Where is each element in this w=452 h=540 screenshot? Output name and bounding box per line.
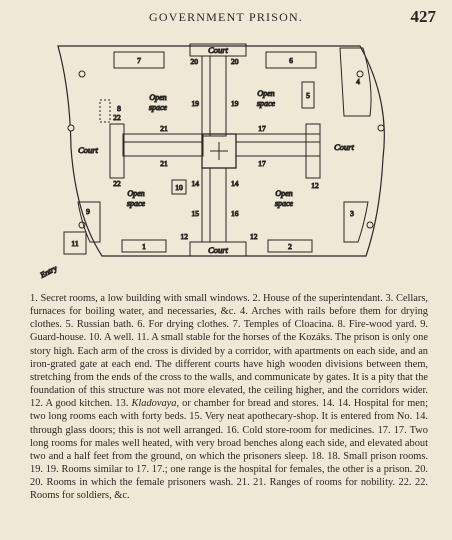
label-6: 6 bbox=[289, 56, 293, 65]
label-2: 2 bbox=[288, 242, 292, 251]
label-21-top: 21 bbox=[160, 124, 168, 133]
label-11: 11 bbox=[71, 239, 79, 248]
open-space-se-word2: space bbox=[274, 199, 294, 208]
west-court-label: Court bbox=[78, 145, 98, 155]
label-20-right: 20 bbox=[231, 57, 239, 66]
open-space-sw-word1: Open bbox=[127, 189, 145, 198]
label-21-bottom: 21 bbox=[160, 159, 168, 168]
south-arm-inner bbox=[210, 168, 226, 242]
east-court-label: Court bbox=[334, 142, 354, 152]
label-9: 9 bbox=[86, 207, 90, 216]
label-4: 4 bbox=[356, 77, 360, 86]
caption-paragraph bbox=[30, 292, 428, 503]
caption-text-part-1: 1. Secret rooms, a low building with small windows. 2. House of the superintendant. 3. Cellars, furnaces for boiling water, and necessaries, &c. 4. Arches with rails before them for drying clothes. 5. Russian bath. 6. For drying clothes. 7. Temples of Cloacina. 8. Fire-wood yard. 9. Guard-house. 10. A well. 11. A small stable for the horses of the Kozáks. The prison is only one story high. Each arm of the cross is divided by a corridor, with apartments on each side, and an iron-grated gate at each end. The different courts have high wooden divisions between them, stretching from the ends of the cross to the walls, and communicate by gates. It is a pity that the foundation of this structure was not more elevated, the ceiling higher, and the corridors wider. 12. A good kitchen. 13. bbox=[30, 293, 428, 410]
south-arm bbox=[202, 168, 210, 242]
entry-label: Entry bbox=[38, 263, 59, 280]
label-14-right: 14 bbox=[231, 179, 239, 188]
figure-caption bbox=[30, 292, 428, 503]
corner-post bbox=[378, 125, 384, 131]
west-arm-inner bbox=[123, 142, 203, 156]
prison-plan-drawing bbox=[18, 30, 418, 288]
building-8 bbox=[100, 100, 110, 122]
label-5: 5 bbox=[306, 91, 310, 100]
east-court-block bbox=[306, 124, 320, 178]
label-20-left: 20 bbox=[190, 57, 198, 66]
open-space-se-word1: Open bbox=[275, 189, 293, 198]
north-arm bbox=[202, 56, 210, 136]
label-22-bottom: 22 bbox=[113, 179, 121, 188]
corner-post bbox=[367, 222, 373, 228]
label-12-east: 12 bbox=[311, 181, 319, 190]
label-19-right: 19 bbox=[231, 99, 239, 108]
west-arm bbox=[123, 134, 203, 142]
bottom-court-label: Court bbox=[208, 245, 228, 255]
label-1: 1 bbox=[142, 242, 146, 251]
label-12-right: 12 bbox=[250, 232, 258, 241]
east-arm bbox=[236, 134, 320, 142]
label-16: 16 bbox=[231, 209, 239, 218]
corner-post bbox=[68, 125, 74, 131]
open-space-sw-word2: space bbox=[126, 199, 146, 208]
label-17-bottom: 17 bbox=[258, 159, 266, 168]
north-arm-inner bbox=[210, 56, 226, 136]
caption-kladovaya-term: Kladovaya bbox=[131, 398, 177, 410]
west-court-block bbox=[110, 124, 124, 178]
open-space-nw-word1: Open bbox=[149, 93, 167, 102]
label-8: 8 bbox=[117, 104, 121, 113]
label-3: 3 bbox=[350, 209, 354, 218]
label-14-left: 14 bbox=[191, 179, 199, 188]
caption-text-part-2: , or chamber for bread and stores. 14. 14. Hospital for men; two long rooms each with forty beds. 15. Very neat apothecary-shop. It is entered from No. 14. through glass doors; this is not well arranged. 16. Cold store-room for medicines. 17. 17. Two long rooms for males well heated, with very broad benches along each side, and elevated about two and a half feet from the ground, on which the prisoners sleep. 18. 18. Small prison rooms. 19. 19. Rooms similar to 17. 17.; one range is the hospital for females, the other is a prison. 20. 20. Rooms in which the female prisoners wash. 21. 21. Ranges of rooms for nobility. 22. 22. Rooms for soldiers, &c. bbox=[30, 398, 428, 502]
label-10: 10 bbox=[175, 183, 183, 192]
open-space-nw-word2: space bbox=[148, 103, 168, 112]
page-number: 427 bbox=[410, 7, 436, 26]
building-3 bbox=[344, 202, 368, 242]
open-space-ne-word2: space bbox=[256, 99, 276, 108]
label-22-top: 22 bbox=[113, 113, 121, 122]
top-court-label: Court bbox=[208, 45, 228, 55]
running-head bbox=[0, 8, 452, 30]
label-7: 7 bbox=[137, 56, 141, 65]
running-title: GOVERNMENT PRISON. bbox=[148, 10, 304, 24]
label-17-top: 17 bbox=[258, 124, 266, 133]
label-19-left: 19 bbox=[191, 99, 199, 108]
label-12-left: 12 bbox=[180, 232, 188, 241]
corner-post bbox=[79, 71, 85, 77]
label-15: 15 bbox=[191, 209, 199, 218]
east-arm-inner bbox=[236, 142, 320, 156]
open-space-ne-word1: Open bbox=[257, 89, 275, 98]
prison-plan-figure bbox=[18, 30, 418, 288]
